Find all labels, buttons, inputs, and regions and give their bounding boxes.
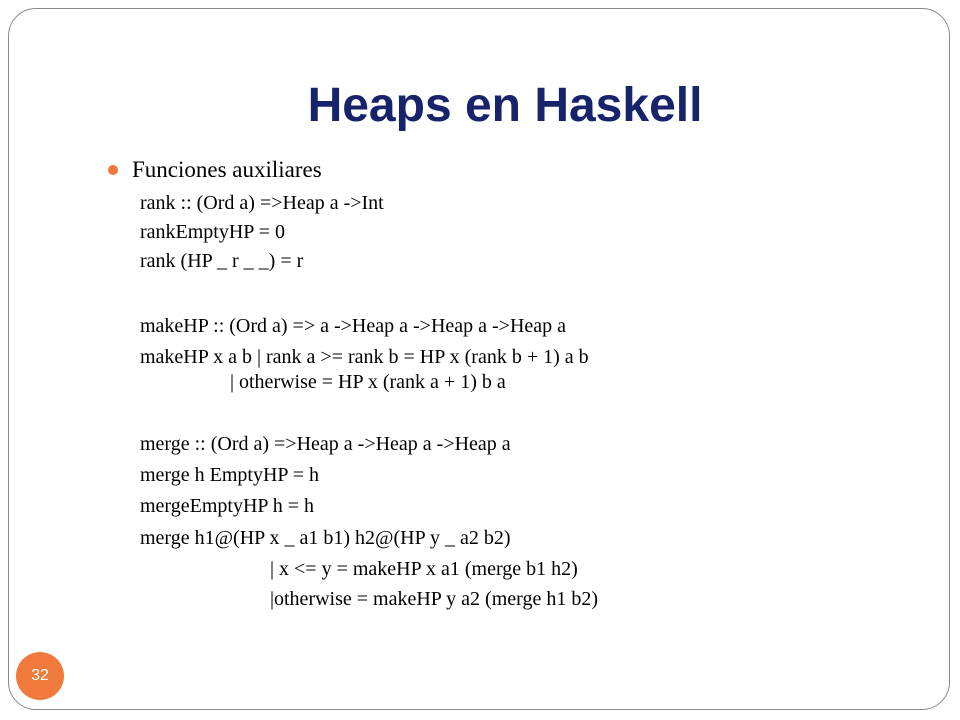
code-line: mergeEmptyHP h = h bbox=[140, 495, 315, 517]
code-line: merge h1@(HP x _ a1 b1) h2@(HP y _ a2 b2) bbox=[140, 527, 511, 549]
code-line: merge h EmptyHP = h bbox=[140, 464, 320, 486]
code-line: makeHP x a b | rank a >= rank b = HP x (rank b + 1) a b bbox=[140, 346, 589, 368]
code-line: | x <= y = makeHP x a1 (merge b1 h2) bbox=[140, 558, 578, 580]
bullet-item bbox=[108, 152, 322, 188]
code-line: |otherwise = makeHP y a2 (merge h1 b2) bbox=[140, 588, 598, 610]
bullet-text: Funciones auxiliares bbox=[132, 157, 322, 182]
bullet-dot-icon bbox=[108, 165, 118, 175]
page-number-badge: 32 bbox=[16, 652, 64, 700]
code-line: makeHP :: (Ord a) => a ->Heap a ->Heap a ->Heap a bbox=[140, 315, 567, 337]
slide-content bbox=[108, 152, 598, 610]
code-line: merge :: (Ord a) =>Heap a ->Heap a ->Heap a bbox=[140, 433, 511, 455]
slide-title: Heaps en Haskell bbox=[307, 79, 703, 132]
code-line: rank (HP _ r _ _) = r bbox=[140, 250, 304, 272]
code-line: rankEmptyHP = 0 bbox=[140, 221, 285, 243]
code-line: rank :: (Ord a) =>Heap a ->Int bbox=[140, 192, 384, 214]
code-line: | otherwise = HP x (rank a + 1) b a bbox=[140, 371, 506, 393]
